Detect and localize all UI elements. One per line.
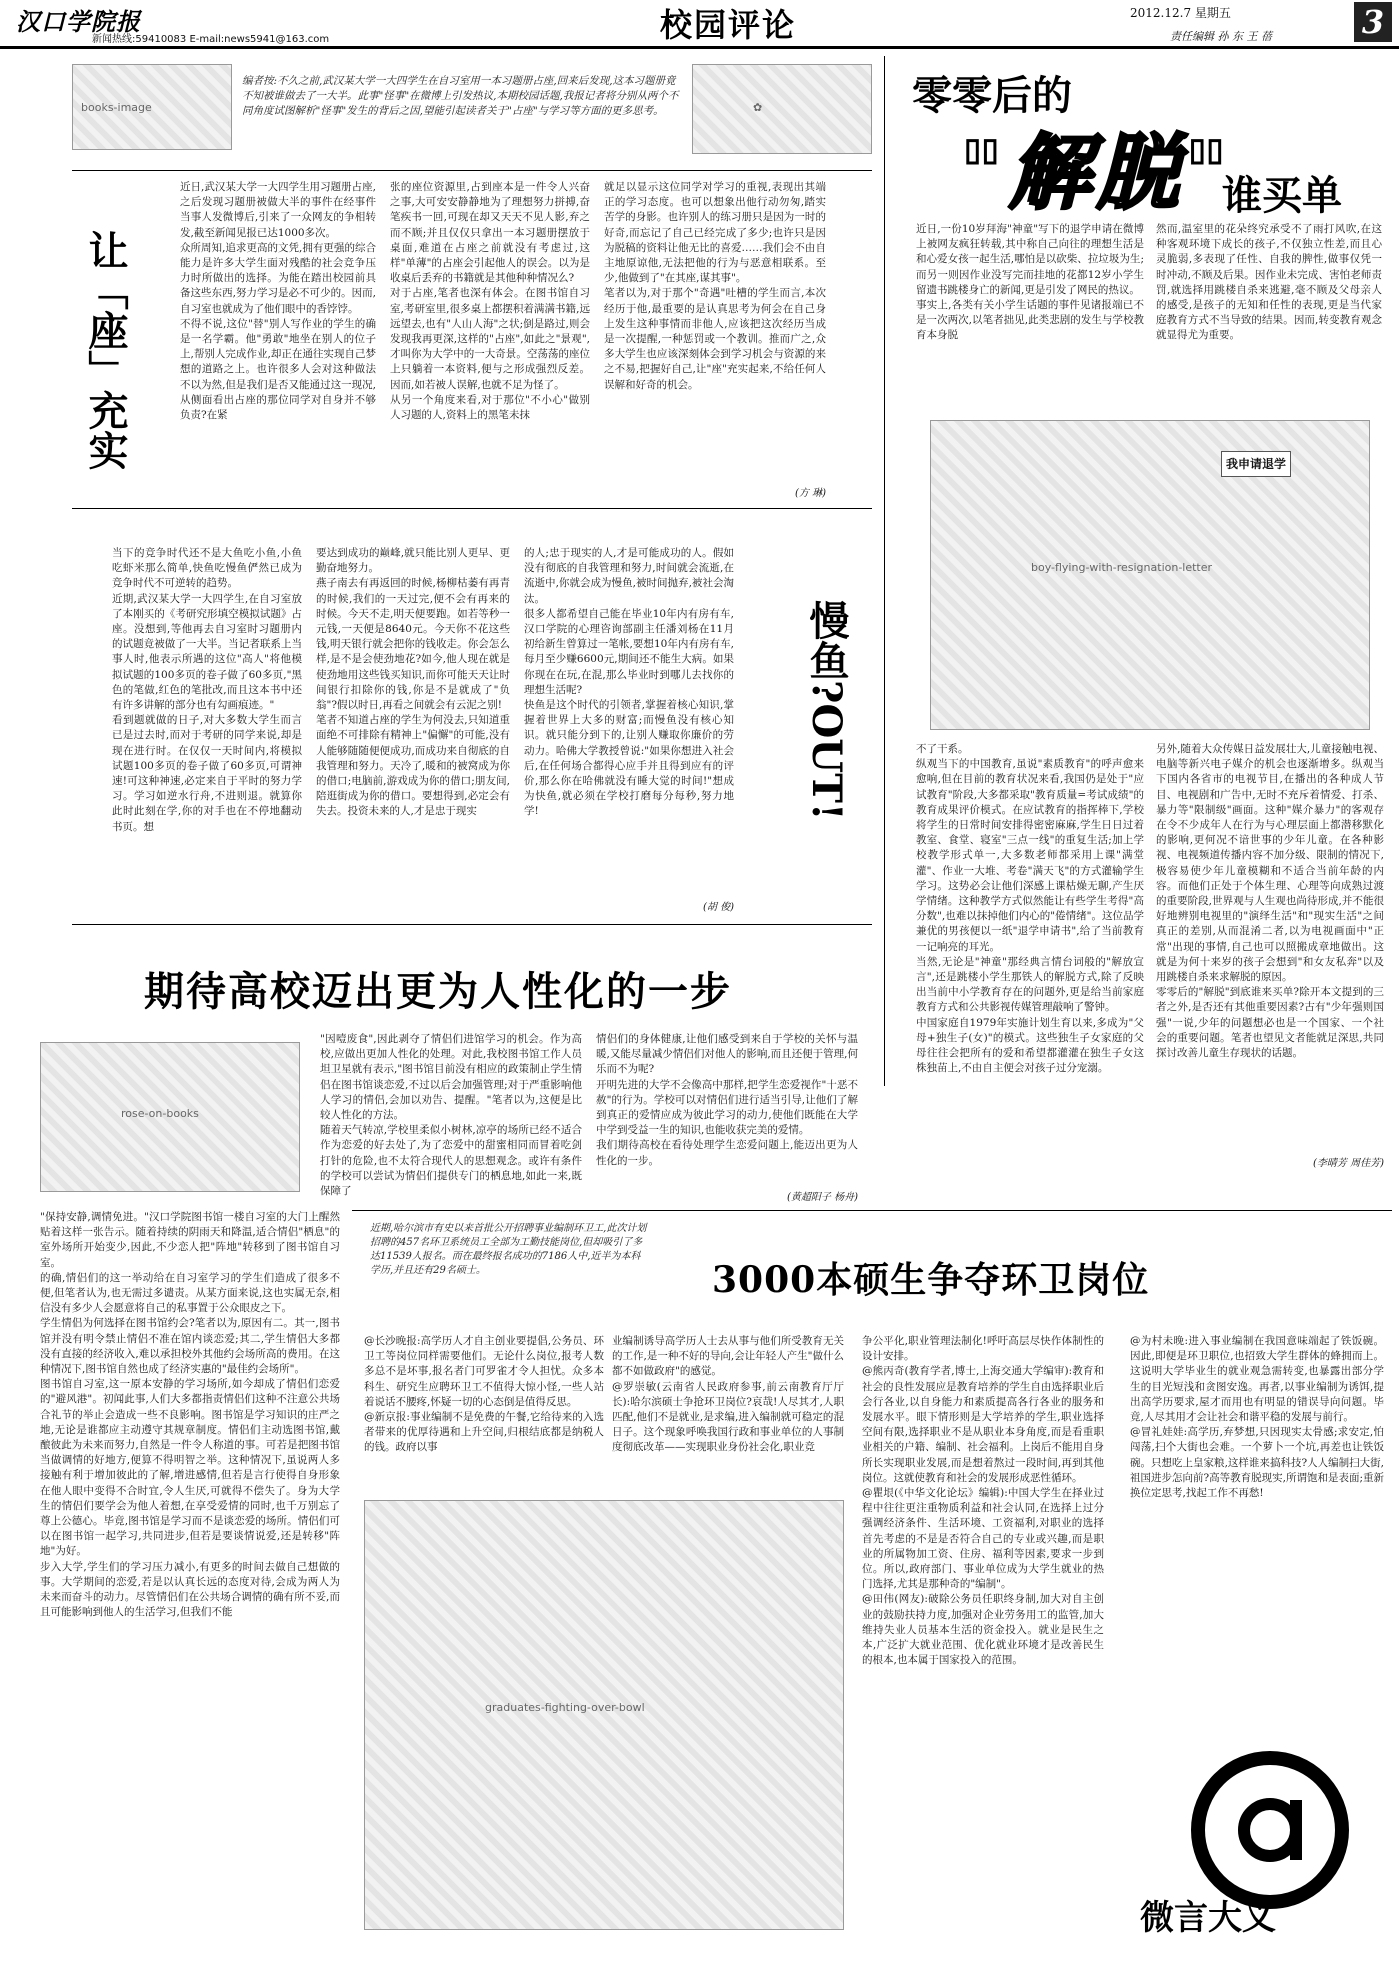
weiyan-logo — [1130, 1740, 1380, 1938]
article2-col2: 要达到成功的巅峰,就只能比别人更早、更勤奋地努力。 燕子南去有再返回的时候,杨柳枯萎有再青的时候,我们的一天过完,便不会有再来的时候。今天不走,明天便要跑。如若等秒一元钱,一天便是8640元。今天你不花这些钱,明天银行就会把你的钱收走。你会怎么样,是不是会使劲地花?如今,他人现在就是使劲地用这些钱买知识,而你可能天天让时间银行扣除你的钱,你是不是就成了"负翁"?假以时日,再看之间就会有云泥之别! 笔者不知道占座的学生为何没去,只知道重面绝不可排除有精神上"偏懈"的可能,没有人能够随随便便成功,而成功来自彻底的自我管理和努力。天冷了,暖和的被窝成为你的借口;电脑前,游戏成为你的借口;朋友间,陪逛街成为你的借口。要想得到,必定会有失去。投资未来的人,才是忠于现实 — [316, 547, 510, 818]
header-rule — [0, 46, 1399, 49]
logo-text: 微言大义 — [1140, 1898, 1276, 1938]
article5-rule — [352, 1210, 1392, 1211]
article1-signature: (方 琳) — [795, 488, 826, 499]
article5-col3: 争公平化,职业管理法制化!呼吁高层尽快作体制性的设计安排。 @熊丙奇(教育学者,博士,上海交通大学编审):教育和社会的良性发展应是教育培养的学生自由选择职业后会行各业,以自身能力和素质提高各行各业的服务和发展水平。眼下情形则是大学培养的学生,职业选择空间有限,选择职业不是从职业本身角度,而是看重职业相关的户籍、编制、社会福利。上岗后不能用自身所长实现职业发展,而是想着熬过一段时间,再到其他岗位。这就使教育和社会的发展形成恶性循环。 @瞿垠(《中华文化论坛》编辑):中国大学生在择业过程中往往更注重物质利益和社会认同,在选择上过分强调经济条件、生活环境、工资福利,对职业的选择首先考虑的不是是否符合自己的专业或兴趣,而是职业的所属物加工资、住房、福利等因素,要求一步到位。所以,政府部门、事业单位成为大学生就业的热门选择,尤其是那种奇的"编制"。 @田伟(网友):破除公务员任职终身制,加大对自主创业的鼓励扶持力度,加强对企业劳务用工的监管,加大维持失业人员基本生活的资金投入。就业是民生之本,广泛扩大就业范围、优化就业环境才是改善民生的根本,也本属于国家投入的范围。 — [862, 1335, 1104, 1667]
article5-title: 3000本硕生争夺环卫岗位 — [712, 1259, 1150, 1301]
page-number: 3 — [1361, 3, 1385, 41]
article1-title: 让「座」充实 — [82, 230, 129, 470]
issue-date: 2012.12.7 星期五 — [1130, 6, 1231, 20]
article4-col1: "保持安静,调情免进。"汉口学院图书馆一楼自习室的大门上醒然贴着这样一张告示。随着持续的阴雨天和降温,适合情侣"栖息"的室外场所开始变少,因此,不少恋人把"阵地"转移到了图书馆自习室。 的确,情侣们的这一举动给在自习室学习的学生们造成了很多不便,但笔者认为,也无需过多谴责。从某方面来说,这也实属无奈,相信没有多少人会愿意将自己的私事置于公众眼皮之下。 学生情侣为何选择在图书馆约会?笔者以为,原因有二。其一,图书馆并没有明令禁止情侣不准在馆内谈恋爱;其二,学生情侣大多都没有直接的经济收入,难以承担校外其他约会场所高的费用。在这种情况下,图书馆自然也成了经济实惠的"最佳约会场所"。 图书馆自习室,这一原本安静的学习场所,如今却成了情侣们恋爱的"避风港"。初闻此事,人们大多都指责情侣们这种不注意公共场合礼节的举止会造成一些不良影响。图书馆是学习知识的庄严之地,无论是谁都应主动遵守其规章制度。情侣们主动选图书馆,戴酿彼此为未来而努力,自然是一件令人称道的事。可若是把图书馆当做调情的好地方,便算不得明智之举。这种情况下,虽说两人多接触有利于增加彼此的了解,增进感情,但若是言行使得自身形象在他人眼中变得不合时宜,令人生厌,可就得不偿失了。身为大学生的情侣们要学会为他人着想,在享受爱情的同时,也千万别忘了尊上公德心。毕竟,图书馆是学习而不是谈恋爱的场所。情侣们可以在图书馆一起学习,共同进步,但若是要谈情说爱,还是转移"阵地"为好。 步入大学,学生们的学习压力减小,有更多的时间去做自己想做的事。大学期间的恋爱,若是以认真长远的态度对待,会成为两人为未来而奋斗的动力。尽管情侣们在公共场合调情的确有所不妥,而且可能影响到他人的生活学习,但我们不能 — [40, 1211, 340, 1619]
article1-rule — [72, 508, 872, 509]
masthead: 汉口学院报 — [16, 7, 141, 36]
article2-col1: 当下的竞争时代还不是大鱼吃小鱼,小鱼吃虾米那么简单,快鱼吃慢鱼俨然已成为竞争时代不可逆转的趋势。 近期,武汉某大学一大四学生,在自习室放了本刚买的《考研究形填空模拟试题》占座。没想到,等他再去自习室时习题册内的试题竟被做了一大半。当记者联系上当事人时,他表示所遇的这位"高人"将他模拟试题的100多页的卷子做了60多页,"黑色的笔做,红色的笔批改,而且这本书中还有许多讲解的部分也有勾画痕迹。" 看到题就做的日子,对大多数大学生而言已是过去时,而对于考研的同学来说,却是现在进行时。在仅仅一天时间内,将模拟试题100多页的卷子做了60多页,可谓神速!可这种神速,必定来自于平时的努力学习。学习如逆水行舟,不进则退。就算你此时此刻在学,你的对手也在不停地翻动书页。想 — [112, 547, 302, 833]
article5-col1: @长沙晚报:高学历人才自主创业要提倡,公务员、环卫工等岗位同样需要他们。无论什么岗位,报考人数多总不是坏事,报名者门可罗雀才令人担忧。众多本科生、研究生应聘环卫工不值得大惊小怪,一些人站着说话不腰疼,怀疑一切的心态倒是值得反思。 @新京报:事业编制不是免费的午餐,它给待来的入选者带来的优厚待遇和上升空间,归根结底都是纳税人的钱。政府以事 — [364, 1335, 604, 1454]
article2-signature: (胡 俊) — [703, 902, 734, 913]
article4-signature: (黄超阳子 杨舟) — [787, 1192, 858, 1203]
article1-col2: 张的座位资源里,占到座本是一件令人兴奋之事,大可安安静静地为了理想努力拼搏,奋笔疾书一回,可现在却又天天不见人影,弃之而不顾;并且仅仅只拿出一本习题册摆放于桌面,难道在占座之前就没有考虑过,这样"单薄"的占座会引起他人的误会。以为是收桌后丢弃的书籍就是其他种种情况么? 对于占座,笔者也深有体会。在图书馆自习室,考研室里,很多桌上都摆积着满满书籍,远远望去,也有"人山人海"之状;倒是路过,则会发现我再更深,这样的"占座",如此之"景观",才叫你为大学中的一大奇景。空荡荡的座位上只躺着一本资料,便与之形成强烈反差。因而,如若被人误解,也就不足为怪了。 从另一个角度来看,对于那位"不小心"做别人习题的人,资料上的黑笔未抹 — [390, 181, 590, 422]
article5-intro: 近期,哈尔滨市有史以来首批公开招聘事业编制环卫工,此次计划招聘的457名环卫系统员工全部为工勤技能岗位,但却吸引了多达11539人报名。而在最终报名成功的7186人中,近半为本科学历,并且还有29名硕士。 — [370, 1223, 647, 1276]
article4-title: 期待高校迈出更为人性化的一步 — [144, 968, 732, 1015]
flowers-image: ✿ — [692, 64, 872, 154]
article1-col3: 就足以显示这位同学对学习的重视,表现出其端正的学习态度。也可以想象出他行动勿匆,踏实苦学的身影。也许别人的练习册只是因为一时的好奇,而忘记了自己已经完成了多少;也许只是因为脱稿的资料让他无比的喜爱……我们会不由自主地原谅他,无法把他的行为与恶意相联系。至少,他做到了"在其座,谋其事"。 笔者以为,对于那个"奇遇"吐槽的学生而言,本次经历于他,最重要的是认真思考为何会在自己身上发生这种事情而非他人,应该把这次经历当成是一次提醒,一种惩罚或一个教训。推而广之,众多大学生也应该深刻体会到学习机会与资源的来之不易,把握好自己,让"座"充实起来,不给任何人误解和好奇的机会。 — [604, 181, 826, 391]
article5-col4: @为村未晚:进入事业编制在我国意味端起了铁饭碗。因此,即便是环卫职位,也招致大学生群体的蜂拥而上。这说明大学毕业生的就业观急需转变,也暴露出部分学生的目光短浅和贪图安逸。再者,以事业编制为诱饵,提出高学历要求,屋才而用也有明显的错误导向问题。毕竟,人尽其用才会让社会和谐平稳的发展与前行。 @冒礼娃娃:高学历,弃梦想,只因现实太骨感;求安定,怕闯荡,扫个大街也会难。一个萝卜一个坑,再差也让铁饭碗。只想吃上皇家粮,这样谁来搞科技?人人编制扫大街,祖国进步怎向前?高等教育脱现实,所谓饱和是表面;重新换位定思考,找起工作不再愁! — [1130, 1335, 1384, 1500]
page-number-badge — [1354, 2, 1392, 42]
article2-rule — [72, 924, 872, 925]
article3-title-bottom: 谁买单 — [1222, 172, 1342, 219]
article3-signature: (李晴芳 周佳芳) — [1313, 1158, 1384, 1169]
column-divider-right — [884, 56, 885, 1086]
rose-books-image: rose-on-books — [40, 1042, 300, 1192]
article4-col2: "因噎废食",因此剥夺了情侣们进馆学习的机会。作为高校,应做出更加人性化的处理。对此,我校图书馆工作人员坦卫星就有表示,"图书馆目前没有相应的政策制止学生情侣在图书馆谈恋爱,不过以后会加强管理;对于严重影响他人学习的情侣,会加以劝告、提醒。"笔者以为,这便是比较人性化的方法。 随着天气转凉,学校里柔似小树林,凉亭的场所已经不适合作为恋爱的好去处了,为了恋爱中的甜蜜相同而冒着吃剑打针的危险,也不太符合现代人的思想观念。或许有条件的学校可以尝试为情侣们提供专门的栖息地,如此一来,既保障了 — [320, 1033, 582, 1198]
page-header — [0, 0, 1399, 46]
editor-note: 编者按:不久之前,武汉某大学一大四学生在自习室用一本习题册占座,回来后发现,这本习题册竟不知被谁做去了一大半。此事"怪事"在微博上引发热议,本期校园话题,我报记者将分别从两个不同角度试图解析"怪事"发生的背后之因,望能引起读者关于"占座"与学习等方面的更多思考。 — [242, 75, 679, 117]
editors-line: 责任编辑 孙 东 王 蓓 — [1170, 30, 1272, 43]
editor-note-box — [72, 62, 872, 162]
article4-col3: 情侣们的身体健康,让他们感受到来自于学校的关怀与温暖,又能尽量减少情侣们对他人的影响,而且还便于管理,何乐而不为呢? 开明先进的大学不会像高中那样,把学生恋爱视作"十恶不赦"的行为。学校可以对情侣们进行适当引导,让他们了解到真正的爱情应成为彼此学习的动力,使他们既能在大学中学到受益一生的知识,也能收获完美的爱情。 我们期待高校在看待处理学生恋爱问题上,能迈出更为人性化的一步。 — [596, 1033, 858, 1167]
article3-col4: 另外,随着大众传媒日益发展壮大,儿童接触电视、电脑等新兴电子媒介的机会也逐渐增多。纵观当下国内各省市的电视节目,在播出的各种成人节目、电视剧和广告中,无时不充斥着情爱、打杀、暴力等"限制级"画面。这种"媒介暴力"的客观存在令不少成年人在行为与心理层面上都潜移默化的影响,更何况不谙世事的少年儿童。在各种影视、电视频道传播内容不加分级、限制的情况下,极容易使少年儿童模糊和不适合当前年龄的内容。而他们正处于个体生理、心理等向成熟过渡的重要阶段,世界观与人生观也尚待形成,并不能很好地辨别电视里的"演绎生活"和"现实生活"之间真正的差别,从而混淆二者,以为电视画面中"正常"出现的事情,自己也可以照搬成章地做出。这就是为何十来岁的孩子会想到"和女友私奔"以及用跳楼自杀来求解脱的原因。 零零后的"解脱"到底谁来买单?除开本文提到的三者之外,是否还有其他重要因素?古有"少年强则国强"一说,少年的问题想必也是一个国家、一个社会的重要问题。笔者也望见文者能就足深思,共同探讨改善儿童生存现状的话题。 — [1156, 743, 1384, 1060]
boy-illustration: boy-flying-with-resignation-letter 我申请退学 — [930, 420, 1370, 730]
article3-title-top: 零零后的 — [912, 72, 1072, 119]
books-image: books-image — [72, 64, 232, 150]
section-title: 校园评论 — [660, 6, 797, 44]
article3-title-big: "解脱" — [960, 125, 1234, 221]
article3-col3: 不了干系。 纵观当下的中国教育,虽说"素质教育"的呼声愈来愈响,但在目前的教育状况来看,我国仍是处于"应试教育"阶段,大多都采取"教育质量=考试成绩"的教育成果评价模式。在应试教育的指挥棒下,学校将学生的日常时间安排得密密麻麻,学生日日过着教室、食堂、寝室"三点一线"的重复生活;加上学校教学形式单一,大多数老师都采用上课"满堂灌"、作业一大堆、考卷"满天飞"的方式灌输学生学习。这势必会让他们深感上课枯燥无聊,产生厌学情绪。这种教学方式似然能让有些学生考得"高分数",也难以抹掉他们内心的"倦情绪"。这位品学兼优的男孩便以一纸"退学申请书",给了当前教育一记响亮的耳光。 当然,无论是"神童"那经典言情台词般的"解放宣言",还是跳楼小学生那铁人的解脱方式,除了反映出当前中小学教育存在的问题外,更是给当前家庭教育方式和公共影视传媒管理敲响了警钟。 中国家庭自1979年实施计划生育以来,多成为"父母+独生子(女)"的模式。这些独生子女家庭的父母往往会把所有的爱和希望都灌灌在独生子女这株独苗上,不由自主便会对孩子过分宠溺。 — [916, 743, 1144, 1075]
article5-col2: 业编制诱导高学历人士去从事与他们所受教育无关的工作,是一种不好的导向,会让年轻人产生"做什么都不如做政府"的感觉。 @罗崇敏(云南省人民政府参事,前云南教育厅厅长):哈尔滨硕士争抢环卫岗位?哀哉!人尽其才,人职匹配,他们不是就业,是求编,进入编制就可稳定的混日子。这个现象呼唤我国行政和事业单位的人事制度彻底改革——实现职业身份社会化,职业竞 — [612, 1335, 844, 1454]
contact-line: 新闻热线:59410083 E-mail:news5941@163.com — [92, 34, 330, 45]
note-rule — [72, 170, 872, 171]
article2-title: 慢鱼?OUT! — [803, 600, 850, 821]
article1-col1: 近日,武汉某大学一大四学生用习题册占座,之后发现习题册被做大半的事件在经事件当事人发微博后,引来了一众网友的争相转发,截至新闻见报已达1000多次。 众所周知,追求更高的文凭,拥有更强的综合能力是许多大学生面对残酷的社会竞争压力时所做出的选择。为能在踏出校园前具备这些东西,努力学习是必不可少的。因而,自习室也就成为了他们眼中的香饽饽。 不得不说,这位"替"别人写作业的学生的确是一名学霸。他"勇敢"地坐在别人的位子上,帮别人完成作业,却正在通往实现自己梦想的道路之上。也许很多人会对这种做法不以为然,但是我们是否又能通过这一现况,从侧面看出占座的那位同学对自身并不够负责?在紧 — [180, 181, 376, 422]
article3-col2: 然而,温室里的花朵终究承受不了雨打风吹,在这种客观环境下成长的孩子,不仅独立性差,而且心灵脆弱,多表现了任性、自我的脾性,做事仅凭一时冲动,不顾及后果。因作业未完成、害怕老师责罚,就选择用跳楼自杀来逃避,毫不顾及父母亲人的感受,是孩子的无知和任性的表现,更是当代家庭教育方式不当导致的结果。因而,转变教育观念就显得尤为重要。 — [1156, 223, 1382, 342]
bowl-illustration: graduates-fighting-over-bowl — [364, 1500, 844, 1930]
article2-col3: 的人;忠于现实的人,才是可能成功的人。假如没有彻底的自我管理和努力,时间就会流逝,在流逝中,你就会成为慢鱼,被时间抛弃,被社会淘汰。 很多人都希望自己能在毕业10年内有房有车,汉口学院的心理咨询部副主任潘刘杨在11月初给新生曾算过一笔帐,要想10年内有房有车,每月至少赚6600元,期间还不能生大病。如果你现在在玩,在混,那么毕业时到哪儿去找你的理想生活呢? 快鱼是这个时代的引领者,掌握着核心知识,掌握着世界上大多的财富;而慢鱼没有核心知识。就只能分到下的,让别人赚取你廉价的劳动力。哈佛大学教授曾说:"如果你想进入社会后,在任何场合都得心应手并且得到应有的评价,那么你在哈佛就没有睡大觉的时间!"想成为快鱼,就必须在学校打磨每分每秒,努力地学! — [524, 547, 734, 818]
article3-col1: 近日,一份10岁拜海"神童"写下的退学申请在微博上被网友疯狂转载,其中称自己向往的理想生活是和心爱女孩一起生活,哪怕是以砍柴、拉垃圾为生;而另一则因作业没写完而挂地的花都12岁小学生留遗书跳楼身亡的新闻,更是引发了网民的热议。 事实上,各类有关小学生话题的事件见诸报端已不是一次两次,以笔者拙见,此类悲剧的发生与学校教育本身脱 — [916, 223, 1144, 342]
resignation-sign: 我申请退学 — [1221, 451, 1291, 477]
